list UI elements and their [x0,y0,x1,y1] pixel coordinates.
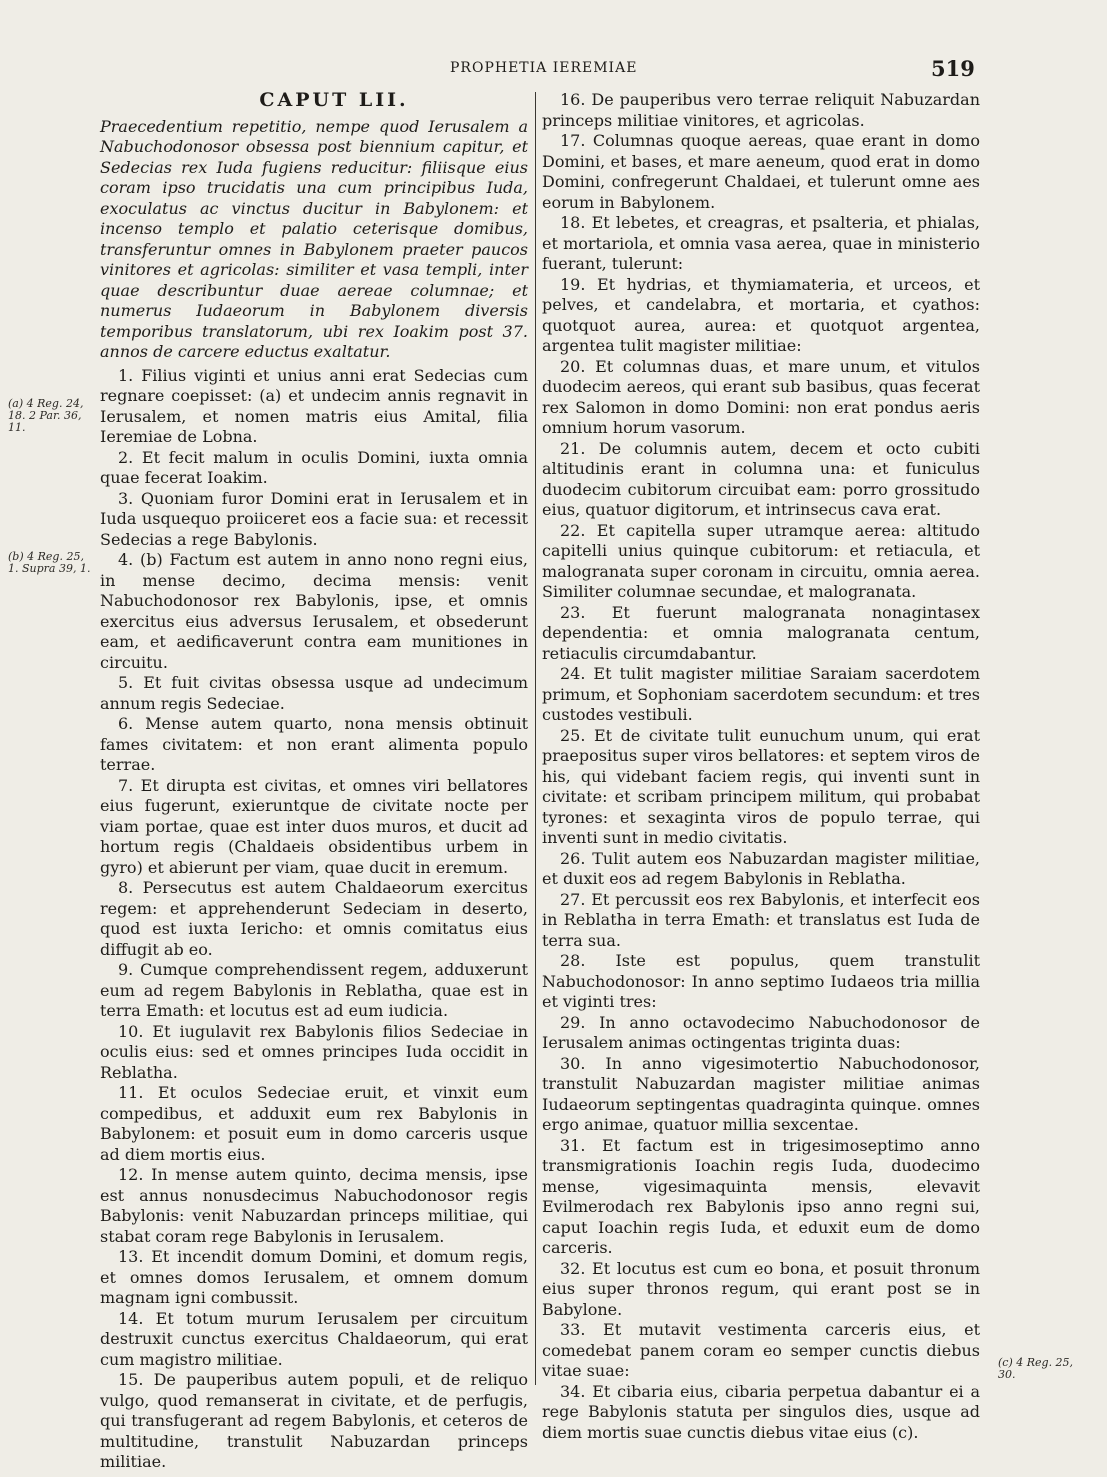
verse: 10. Et iugulavit rex Babylonis filios Sedeciae in oculis eius: sed et omnes principes Iuda occidit in Reblatha. [100,1021,528,1082]
verse: 8. Persecutus est autem Chaldaeorum exercitus regem: et apprehenderunt Sedeciam in deserto, quod est iuxta Iericho: et omnis comitatus eius diffugit ab eo. [100,878,528,959]
margin-note-a: (a) 4 Reg. 24, 18. 2 Par. 36, 11. [8,397,84,434]
verse: 18. Et lebetes, et creagras, et psalteria, et phialas, et mortariola, et omnia vasa aerea, quae in ministerio fuerant, tulerunt: [542,213,980,273]
verse: 26. Tulit autem eos Nabuzardan magister militiae, et duxit eos ad regem Babylonis in Reblatha. [542,848,980,888]
verse: 9. Cumque comprehendissent regem, adduxerunt eum ad regem Babylonis in Reblatha, quae est in terra Emath: et locutus est ad eum iudicia. [100,960,528,1020]
verse: 19. Et hydrias, et thymiamateria, et urceos, et pelves, et candelabra, et mortaria, et cyathos: quotquot aurea, aurea: et quotquot argentea, argentea tulit magister militiae: [542,274,980,355]
page-number: 519 [931,56,975,81]
margin-note-c: (c) 4 Reg. 25, 30. [998,1356,1074,1381]
verse: 1. Filius viginti et unius anni erat Sedecias cum regnare coepisset: (a) et undecim annis regnavit in Ierusalem, et nomen matris eius Amital, filia Ieremiae de Lobna. [100,365,528,446]
verse: 33. Et mutavit vestimenta carceris eius, et comedebat panem coram eo semper cunctis diebus vitae suae: [542,1320,980,1380]
verse: 4. (b) Factum est autem in anno nono regni eius, in mense decimo, decima mensis: venit Nabuchodonosor rex Babylonis, ipse, et omnis exercitus eius adversus Ierusalem, et obsederunt eam, et aedificaverunt contra eam munitiones in circuitu. [100,550,528,672]
verse: 24. Et tulit magister militiae Saraiam sacerdotem primum, et Sophoniam sacerdotem secundum: et tres custodes vestibuli. [542,664,980,724]
verse: 12. In mense autem quinto, decima mensis, ipse est annus nonusdecimus Nabuchodonosor regis Babylonis: venit Nabuzardan princeps militiae, qui stabat coram rege Babylonis in Ierusalem. [100,1165,528,1246]
verse: 5. Et fuit civitas obsessa usque ad undecimum annum regis Sedeciae. [100,673,528,713]
chapter-title: CAPUT LII. [259,89,409,111]
verse: 22. Et capitella super utramque aerea: altitudo capitelli unius quinque cubitorum: et retiacula, et malogranata super coronam in circuitu, omnia aerea. Similiter columnae secundae, et malogranata. [542,520,980,601]
verse: 17. Columnas quoque aereas, quae erant in domo Domini, et bases, et mare aeneum, quod erat in domo Domini, confregerunt Chaldaei, et tulerunt omne aes eorum in Babylonem. [542,131,980,212]
left-column [100,90,528,1473]
verse: 27. Et percussit eos rex Babylonis, et interfecit eos in Reblatha in terra Emath: et translatus est Iuda de terra sua. [542,889,980,950]
verse: 3. Quoniam furor Domini erat in Ierusalem et in Iuda usquequo proiiceret eos a facie sua: et recessit Sedecias a rege Babylonis. [100,488,528,549]
verse: 21. De columnis autem, decem et octo cubiti altitudinis erant in columna una: et funiculus duodecim cubitorum circuibat eam: porro grossitudo eius, quatuor digitorum, et intrinsecus cava erat. [542,438,980,519]
verse: 20. Et columnas duas, et mare unum, et vitulos duodecim aereos, qui erant sub basibus, quas fecerat rex Salomon in domo Domini: non erat pondus aeris omnium horum vasorum. [542,356,980,437]
verse: 23. Et fuerunt malogranata nonagintasex dependentia: et omnia malogranata centum, retiaculis circumdabantur. [542,602,980,663]
column-divider [535,92,536,1385]
verse: 30. In anno vigesimotertio Nabuchodonosor, transtulit Nabuzardan magister militiae animas Iudaeorum septingentas quadraginta quinque. omnes ergo animae, quatuor millia sexcentae. [542,1053,980,1134]
verse: 32. Et locutus est cum eo bona, et posuit thronum eius super thronos regum, qui erant post se in Babylone. [542,1258,980,1319]
right-column [542,90,980,1443]
verse: 28. Iste est populus, quem transtulit Nabuchodonosor: In anno septimo Iudaeos tria millia et viginti tres: [542,951,980,1011]
verse: 6. Mense autem quarto, nona mensis obtinuit fames civitatem: et non erant alimenta populo terrae. [100,714,528,774]
verse: 13. Et incendit domum Domini, et domum regis, et omnes domos Ierusalem, et omnem domum magnam igni combussit. [100,1247,528,1307]
verse: 16. De pauperibus vero terrae reliquit Nabuzardan princeps militiae vinitores, et agricolas. [542,90,980,130]
verse: 34. Et cibaria eius, cibaria perpetua dabantur ei a rege Babylonis statuta per singulos dies, usque ad diem mortis suae cunctis diebus vitae eius (c). [542,1381,980,1442]
margin-note-b: (b) 4 Reg. 25, 1. Supra 39, 1. [8,550,91,575]
verse: 15. De pauperibus autem populi, et de reliquo vulgo, quod remanserat in civitate, et de perfugis, qui transfugerant ad regem Babylonis, et ceteros de multitudine, transtulit Nabuzardan princeps militiae. [100,1370,528,1471]
verse: 29. In anno octavodecimo Nabuchodonosor de Ierusalem animas octingentas triginta duas: [542,1012,980,1052]
verse: 31. Et factum est in trigesimoseptimo anno transmigrationis Ioachin regis Iuda, duodecimo mense, vigesimaquinta mensis, elevavit Evilmerodach rex Babylonis ipso anno regni sui, caput Ioachin regis Iuda, et eduxit eum de domo carceris. [542,1135,980,1257]
running-title: PROPHETIA IEREMIAE [450,60,638,76]
verse: 14. Et totum murum Ierusalem per circuitum destruxit cunctus exercitus Chaldaeorum, qui erat cum magistro militiae. [100,1308,528,1369]
verse: 7. Et dirupta est civitas, et omnes viri bellatores eius fugerunt, exieruntque de civitate nocte per viam portae, quae est inter duos muros, et ducit ad hortum regis (Chaldaeis obsidentibus urbem in gyro) et abierunt per viam, quae ducit in eremum. [100,775,528,877]
verse: 11. Et oculos Sedeciae eruit, et vinxit eum compedibus, et adduxit eum rex Babylonis in Babylonem: et posuit eum in domo carceris usque ad diem mortis eius. [100,1083,528,1164]
chapter-summary: Praecedentium repetitio, nempe quod Ierusalem a Nabuchodonosor obsessa post biennium capitur, et Sedecias rex Iuda fugiens reducitur: filiisque eius coram ipso trucidatis una cum principibus Iuda, exoculatus ac vinctus ducitur in Babylonem: et incenso templo et palatio ceterisque domibus, transferuntur omnes in Babylonem praeter paucos vinitores et agricolas: similiter et vasa templi, inter quae describuntur duae aereae columnae; et numerus Iudaeorum in Babylonem diversis temporibus translatorum, ubi rex Ioakim post 37. annos de carcere eductus exaltatur. [100,116,528,361]
verse: 25. Et de civitate tulit eunuchum unum, qui erat praepositus super viros bellatores: et septem viros de his, qui videbant faciem regis, qui inventi sunt in civitate: et scribam principem militum, qui probabat tyrones: et sexaginta viros de populo terrae, qui inventi sunt in medio civitatis. [542,725,980,847]
verse: 2. Et fecit malum in oculis Domini, iuxta omnia quae fecerat Ioakim. [100,447,528,487]
